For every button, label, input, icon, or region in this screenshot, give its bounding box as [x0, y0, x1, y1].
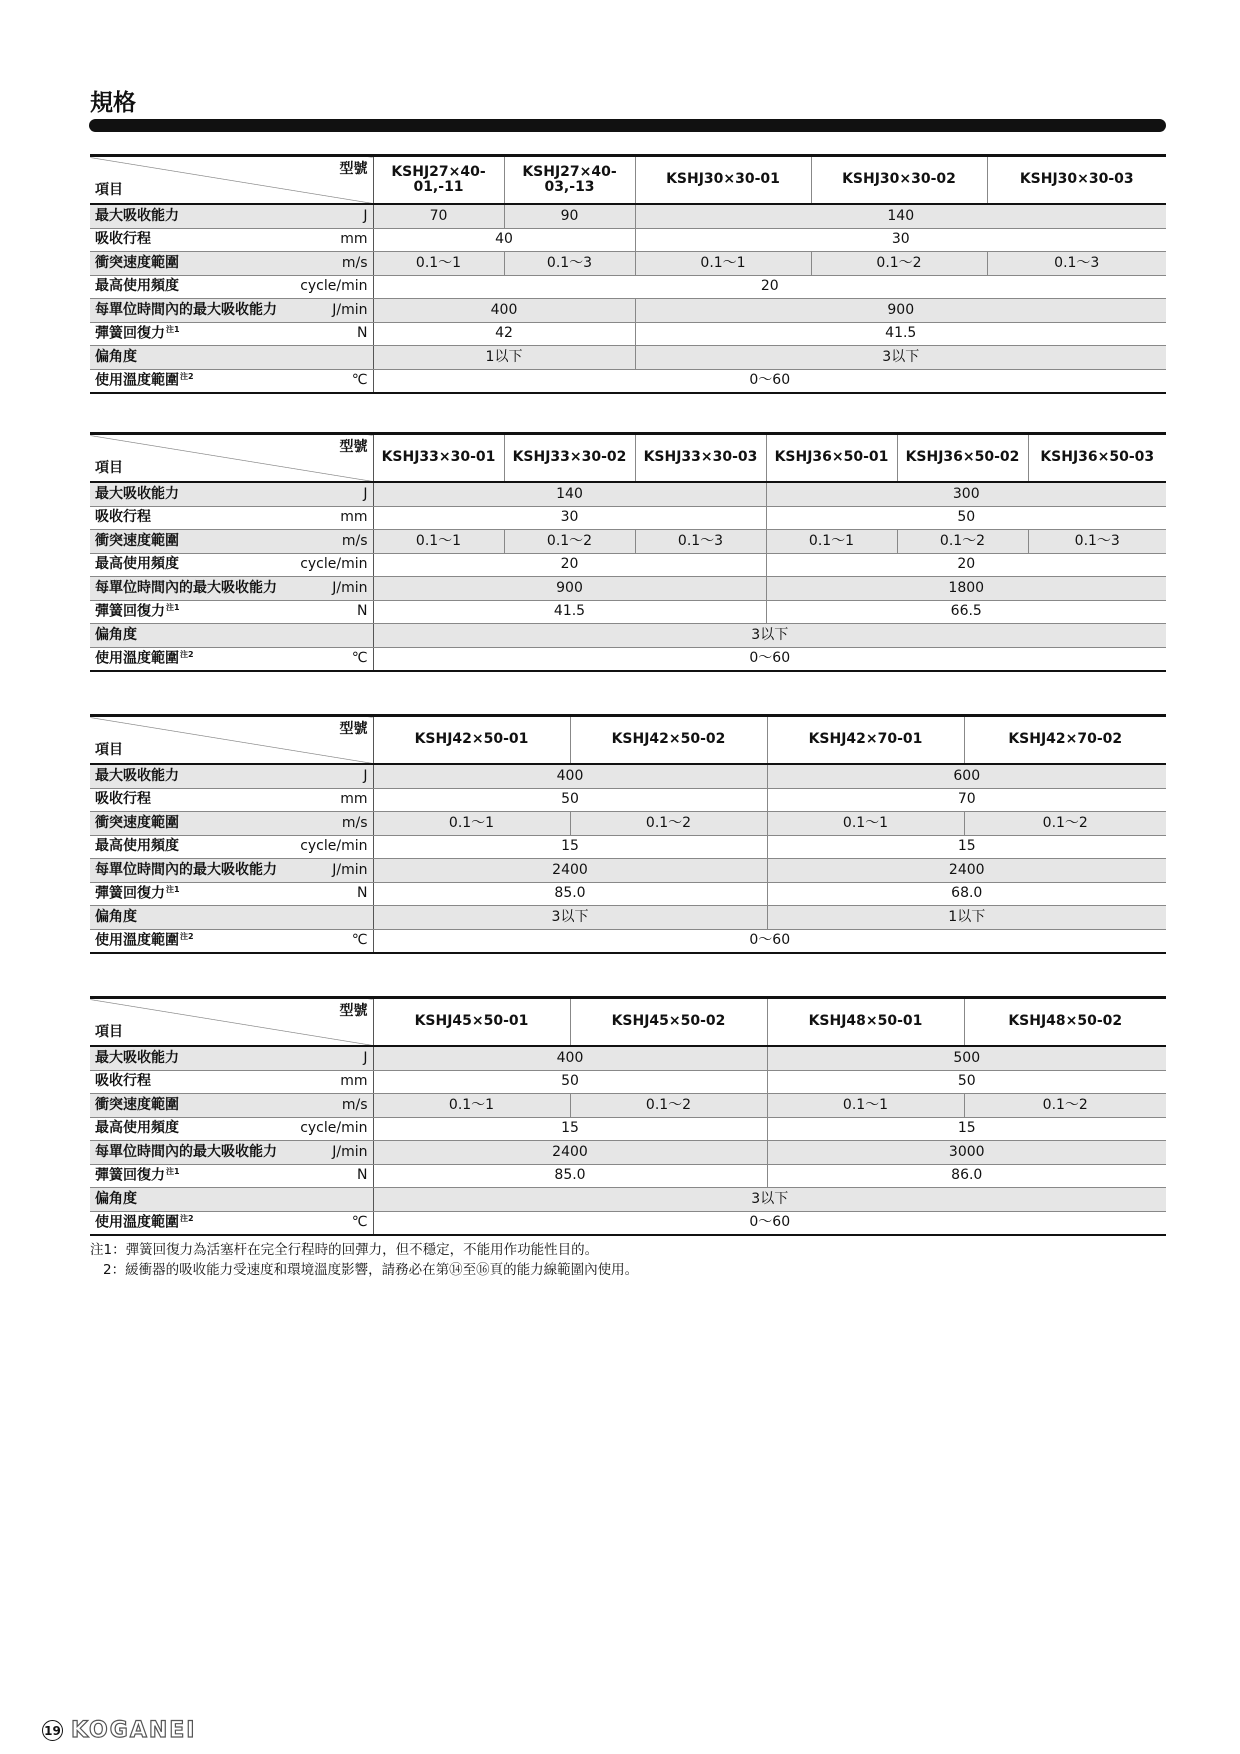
value-cell: 85.0 — [373, 1164, 767, 1188]
spec-row-energy — [90, 482, 1166, 506]
value-cell: 3以下 — [635, 346, 1166, 370]
title-divider-bar — [89, 119, 1166, 132]
row-unit: ℃ — [296, 647, 373, 671]
value-cell: 0.1～2 — [964, 812, 1166, 836]
row-unit — [296, 624, 373, 648]
page-title: 規格 — [90, 90, 136, 116]
spec-table-2 — [90, 432, 1166, 672]
row-unit: ℃ — [296, 369, 373, 393]
row-unit: mm — [296, 788, 373, 812]
value-cell: 0.1～3 — [635, 530, 766, 554]
value-cell: 0～60 — [749, 1214, 791, 1231]
spec-row-stroke — [90, 228, 1166, 252]
row-unit: m/s — [296, 252, 373, 276]
spec-row-spring — [90, 1164, 1166, 1188]
model-cell: KSHJ36×50-01 — [766, 434, 897, 483]
value-cell: 15 — [767, 1117, 1166, 1141]
footnote-2: 2：緩衝器的吸收能力受速度和環境溫度影響，請務必在第⑭至⑯頁的能力線範圍內使用。 — [103, 1262, 639, 1278]
row-unit: cycle/min — [296, 553, 373, 577]
model-header-label: 型號 — [339, 161, 368, 177]
value-cell: 900 — [635, 299, 1166, 323]
corner-header-cell — [90, 998, 373, 1047]
value-cell: 0.1～3 — [1028, 530, 1166, 554]
row-label: 每單位時間內的最大吸收能力 — [90, 1141, 296, 1165]
model-cell: KSHJ48×50-01 — [767, 998, 964, 1047]
value-cell: 900 — [373, 577, 766, 601]
spec-row-angle — [90, 624, 1166, 648]
value-cell: 0.1～1 — [767, 812, 964, 836]
value-cell: 0.1～2 — [570, 812, 767, 836]
value-cell: 140 — [635, 204, 1166, 228]
model-cell: KSHJ27×40-03,-13 — [504, 156, 635, 205]
row-label: 彈簧回復力$^{注1}$ — [90, 322, 296, 346]
value-cell: 15 — [373, 835, 767, 859]
spec-row-spring — [90, 600, 1166, 624]
value-cell: 3以下 — [373, 1188, 1166, 1212]
value-cell: 20 — [766, 553, 1166, 577]
spec-row-speed — [90, 530, 1166, 554]
spec-table-3 — [90, 714, 1166, 954]
row-unit: mm — [296, 1070, 373, 1094]
value-cell: 3以下 — [373, 624, 1166, 648]
spec-row-energy-per-time — [90, 299, 1166, 323]
row-unit: cycle/min — [296, 835, 373, 859]
row-unit — [296, 1188, 373, 1212]
value-cell: 0.1～1 — [373, 1094, 570, 1118]
row-unit: mm — [296, 228, 373, 252]
row-label: 衝突速度範圍 — [90, 252, 296, 276]
row-label: 衝突速度範圍 — [90, 812, 296, 836]
row-label: 每單位時間內的最大吸收能力 — [90, 299, 296, 323]
spec-row-stroke — [90, 1070, 1166, 1094]
model-header-label: 型號 — [339, 439, 368, 455]
row-label: 最大吸收能力 — [90, 1046, 296, 1070]
model-cell: KSHJ45×50-02 — [570, 998, 767, 1047]
row-label: 使用溫度範圍$^{注2}$ — [95, 1213, 194, 1231]
value-cell: 140 — [373, 482, 766, 506]
row-unit — [296, 346, 373, 370]
value-cell: 1800 — [766, 577, 1166, 601]
value-cell: 90 — [504, 204, 635, 228]
row-label: 彈簧回復力$^{注1}$ — [90, 600, 296, 624]
spec-row-temp — [90, 369, 1166, 393]
value-cell: 0.1～1 — [373, 252, 504, 276]
value-cell: 0～60 — [749, 932, 791, 949]
row-label: 最大吸收能力 — [90, 482, 296, 506]
row-unit: N — [296, 322, 373, 346]
row-unit: N — [296, 1164, 373, 1188]
spec-row-energy-per-time — [90, 859, 1166, 883]
spec-row-freq — [90, 835, 1166, 859]
row-unit: J — [296, 764, 373, 788]
row-label: 每單位時間內的最大吸收能力 — [90, 577, 296, 601]
model-cell: KSHJ42×70-02 — [964, 716, 1166, 765]
model-cell: KSHJ42×50-01 — [373, 716, 570, 765]
row-unit: N — [296, 882, 373, 906]
row-unit: cycle/min — [296, 1117, 373, 1141]
value-cell: 0.1～1 — [767, 1094, 964, 1118]
spec-row-angle — [90, 346, 1166, 370]
item-header-label: 項目 — [95, 1023, 123, 1040]
spec-row-freq — [90, 1117, 1166, 1141]
value-cell: 30 — [373, 506, 766, 530]
value-cell: 0.1～3 — [504, 252, 635, 276]
row-unit: J — [296, 204, 373, 228]
model-header-row — [90, 434, 1166, 483]
value-cell: 50 — [767, 1070, 1166, 1094]
row-label: 吸收行程 — [90, 788, 296, 812]
koganei-logo: KOGANEI — [71, 1718, 197, 1743]
spec-row-spring — [90, 882, 1166, 906]
value-cell: 85.0 — [373, 882, 767, 906]
row-unit: m/s — [296, 530, 373, 554]
value-cell: 2400 — [767, 859, 1166, 883]
row-unit: m/s — [296, 1094, 373, 1118]
row-label: 最高使用頻度 — [90, 835, 296, 859]
value-cell: 500 — [767, 1046, 1166, 1070]
model-header-row — [90, 716, 1166, 765]
row-unit: J/min — [296, 1141, 373, 1165]
value-cell: 0.1～2 — [504, 530, 635, 554]
page-number: 19 — [42, 1720, 63, 1741]
spec-row-speed — [90, 1094, 1166, 1118]
model-cell: KSHJ30×30-02 — [811, 156, 987, 205]
spec-row-angle — [90, 1188, 1166, 1212]
row-unit — [296, 906, 373, 930]
spec-row-temp — [90, 1211, 1166, 1235]
spec-row-freq — [90, 553, 1166, 577]
model-cell: KSHJ30×30-03 — [987, 156, 1166, 205]
row-unit: N — [296, 600, 373, 624]
value-cell: 50 — [373, 788, 767, 812]
value-cell: 0.1～1 — [635, 252, 811, 276]
value-cell: 0.1～2 — [964, 1094, 1166, 1118]
spec-table-1 — [90, 154, 1166, 394]
value-cell: 0.1～2 — [811, 252, 987, 276]
spec-row-freq — [90, 275, 1166, 299]
spec-row-energy — [90, 1046, 1166, 1070]
row-label: 每單位時間內的最大吸收能力 — [90, 859, 296, 883]
value-cell: 2400 — [373, 1141, 767, 1165]
value-cell: 70 — [767, 788, 1166, 812]
row-label: 吸收行程 — [90, 1070, 296, 1094]
row-label: 最大吸收能力 — [90, 764, 296, 788]
model-cell: KSHJ30×30-01 — [635, 156, 811, 205]
value-cell: 0.1～2 — [570, 1094, 767, 1118]
value-cell: 20 — [373, 553, 766, 577]
model-header-row — [90, 156, 1166, 205]
row-unit: ℃ — [296, 929, 373, 953]
value-cell: 68.0 — [767, 882, 1166, 906]
value-cell: 40 — [373, 228, 635, 252]
model-cell: KSHJ45×50-01 — [373, 998, 570, 1047]
value-cell: 66.5 — [766, 600, 1166, 624]
row-label: 衝突速度範圍 — [90, 530, 296, 554]
row-label: 最高使用頻度 — [90, 1117, 296, 1141]
value-cell: 0.1～3 — [987, 252, 1166, 276]
value-cell: 30 — [635, 228, 1166, 252]
row-unit: J — [296, 482, 373, 506]
footnotes — [90, 1240, 638, 1280]
value-cell: 0～60 — [749, 372, 791, 389]
model-cell: KSHJ33×30-01 — [373, 434, 504, 483]
spec-row-temp — [90, 647, 1166, 671]
item-header-label: 項目 — [95, 741, 123, 758]
spec-row-stroke — [90, 788, 1166, 812]
value-cell: 400 — [373, 1046, 767, 1070]
value-cell: 1以下 — [373, 346, 635, 370]
model-cell: KSHJ36×50-03 — [1028, 434, 1166, 483]
row-unit: ℃ — [296, 1211, 373, 1235]
value-cell: 0.1～1 — [373, 530, 504, 554]
row-label: 彈簧回復力$^{注1}$ — [90, 882, 296, 906]
row-unit: m/s — [296, 812, 373, 836]
value-cell: 400 — [373, 299, 635, 323]
spec-row-energy-per-time — [90, 1141, 1166, 1165]
corner-header-cell — [90, 716, 373, 765]
value-cell: 1以下 — [767, 906, 1166, 930]
spec-row-energy — [90, 764, 1166, 788]
row-unit: J/min — [296, 859, 373, 883]
value-cell: 300 — [766, 482, 1166, 506]
value-cell: 41.5 — [373, 600, 766, 624]
row-label: 最高使用頻度 — [90, 275, 296, 299]
item-header-label: 項目 — [95, 459, 123, 476]
corner-header-cell — [90, 156, 373, 205]
spec-row-temp — [90, 929, 1166, 953]
row-label: 最大吸收能力 — [90, 204, 296, 228]
value-cell: 42 — [373, 322, 635, 346]
value-cell: 86.0 — [767, 1164, 1166, 1188]
row-unit: mm — [296, 506, 373, 530]
model-header-label: 型號 — [339, 1003, 368, 1019]
model-cell: KSHJ48×50-02 — [964, 998, 1166, 1047]
spec-row-energy — [90, 204, 1166, 228]
model-header-row — [90, 998, 1166, 1047]
row-label: 吸收行程 — [90, 228, 296, 252]
spec-row-stroke — [90, 506, 1166, 530]
row-label: 偏角度 — [90, 346, 296, 370]
footnote-1: 注1：彈簧回復力為活塞杆在完全行程時的回彈力，但不穩定，不能用作功能性目的。 — [90, 1242, 599, 1258]
row-unit: cycle/min — [296, 275, 373, 299]
corner-header-cell — [90, 434, 373, 483]
value-cell: 2400 — [373, 859, 767, 883]
row-label: 使用溫度範圍$^{注2}$ — [95, 371, 194, 389]
spec-row-angle — [90, 906, 1166, 930]
row-label: 吸收行程 — [90, 506, 296, 530]
value-cell: 0～60 — [749, 650, 791, 667]
spec-row-spring — [90, 322, 1166, 346]
spec-table-4 — [90, 996, 1166, 1236]
value-cell: 600 — [767, 764, 1166, 788]
value-cell: 50 — [373, 1070, 767, 1094]
row-label: 偏角度 — [90, 1188, 296, 1212]
value-cell: 15 — [373, 1117, 767, 1141]
row-label: 衝突速度範圍 — [90, 1094, 296, 1118]
model-cell: KSHJ27×40-01,-11 — [373, 156, 504, 205]
row-unit: J — [296, 1046, 373, 1070]
row-label: 使用溫度範圍$^{注2}$ — [95, 931, 194, 949]
value-cell: 400 — [373, 764, 767, 788]
row-label: 彈簧回復力$^{注1}$ — [90, 1164, 296, 1188]
spec-row-speed — [90, 812, 1166, 836]
value-cell: 0.1～2 — [897, 530, 1028, 554]
value-cell: 0.1～1 — [766, 530, 897, 554]
row-unit: J/min — [296, 299, 373, 323]
value-cell: 50 — [766, 506, 1166, 530]
model-header-label: 型號 — [339, 721, 368, 737]
model-cell: KSHJ36×50-02 — [897, 434, 1028, 483]
value-cell: 15 — [767, 835, 1166, 859]
model-cell: KSHJ33×30-02 — [504, 434, 635, 483]
model-cell: KSHJ42×70-01 — [767, 716, 964, 765]
row-label: 最高使用頻度 — [90, 553, 296, 577]
item-header-label: 項目 — [95, 181, 123, 198]
value-cell: 41.5 — [635, 322, 1166, 346]
spec-row-energy-per-time — [90, 577, 1166, 601]
page-footer — [42, 1718, 196, 1743]
row-unit: J/min — [296, 577, 373, 601]
spec-row-speed — [90, 252, 1166, 276]
row-label: 偏角度 — [90, 624, 296, 648]
value-cell: 0.1～1 — [373, 812, 570, 836]
row-label: 偏角度 — [90, 906, 296, 930]
value-cell: 20 — [373, 275, 1166, 299]
value-cell: 70 — [373, 204, 504, 228]
model-cell: KSHJ33×30-03 — [635, 434, 766, 483]
value-cell: 3000 — [767, 1141, 1166, 1165]
model-cell: KSHJ42×50-02 — [570, 716, 767, 765]
row-label: 使用溫度範圍$^{注2}$ — [95, 649, 194, 667]
value-cell: 3以下 — [373, 906, 767, 930]
